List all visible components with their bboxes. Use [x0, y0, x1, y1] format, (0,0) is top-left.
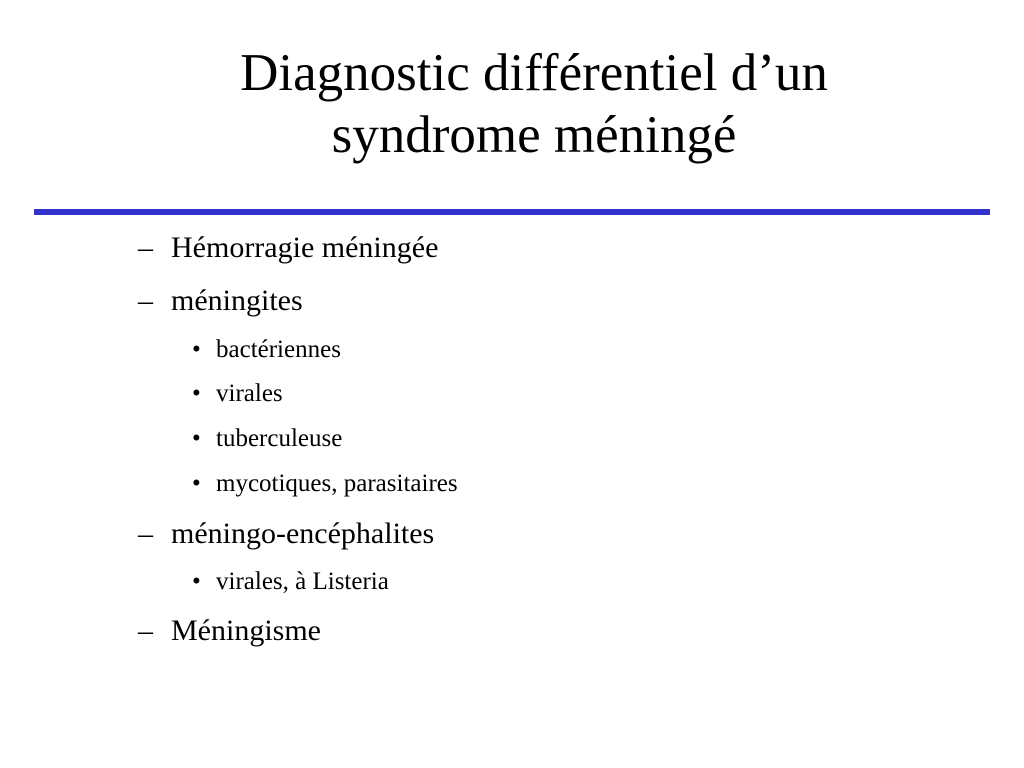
list-item-text: bactériennes: [216, 336, 341, 363]
dash-marker: –: [138, 231, 153, 264]
list-item-meningisme: [138, 613, 321, 649]
list-item-text: mycotiques, parasitaires: [216, 470, 458, 497]
bullet-marker: •: [192, 336, 201, 363]
list-item-text: virales, à Listeria: [216, 568, 389, 595]
dash-marker: –: [138, 284, 153, 317]
slide-title-line-2: syndrome méningé: [331, 106, 737, 164]
bullet-marker: •: [192, 470, 201, 497]
list-item-hemorragie-meningee: [138, 230, 438, 266]
list-subitem-mycotiques-parasitaires: [192, 469, 458, 499]
list-subitem-virales: [192, 379, 283, 409]
dash-marker: –: [138, 614, 153, 647]
bullet-marker: •: [192, 380, 201, 407]
list-subitem-virales-listeria: [192, 567, 389, 597]
list-item-text: tuberculeuse: [216, 425, 343, 452]
list-item-meningites: [138, 283, 303, 319]
dash-marker: –: [138, 517, 153, 550]
list-item-meningo-encephalites: [138, 516, 434, 552]
list-subitem-bacteriennes: [192, 335, 341, 365]
list-item-text: Hémorragie méningée: [171, 231, 439, 264]
list-subitem-tuberculeuse: [192, 424, 342, 454]
slide-title-line-1: Diagnostic différentiel d’un: [240, 44, 828, 102]
list-item-text: méningites: [171, 284, 303, 317]
bullet-marker: •: [192, 425, 201, 452]
list-item-text: méningo-encéphalites: [171, 517, 435, 550]
list-item-text: virales: [216, 380, 283, 407]
bullet-marker: •: [192, 568, 201, 595]
list-item-text: Méningisme: [171, 614, 321, 647]
